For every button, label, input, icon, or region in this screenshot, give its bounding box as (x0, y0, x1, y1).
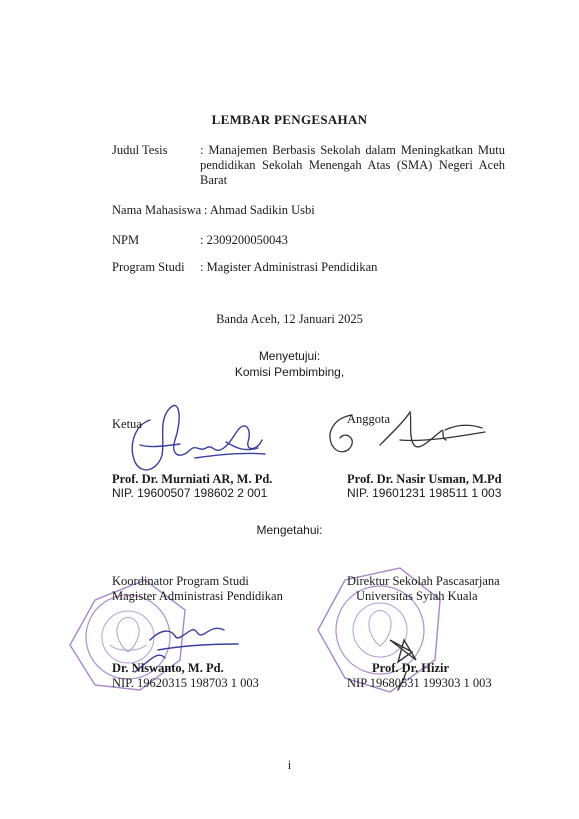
page-title: LEMBAR PENGESAHAN (211, 112, 368, 127)
name-anggota: Prof. Dr. Nasir Usman, M.Pd (347, 472, 502, 486)
field-value-prodi: : Magister Administrasi Pendidikan (200, 260, 378, 274)
field-label-judul: Judul Tesis (112, 143, 168, 157)
official-right-title-2: Universitas Syiah Kuala (356, 589, 478, 603)
nip-anggota: NIP. 19601231 198511 1 003 (347, 486, 502, 500)
approval-line-2: Komisi Pembimbing, (234, 365, 345, 379)
field-value-npm: : 2309200050043 (200, 233, 288, 247)
page-number: i (287, 758, 292, 772)
nip-ketua: NIP. 19600507 198602 2 001 (112, 486, 268, 500)
name-ketua: Prof. Dr. Murniati AR, M. Pd. (112, 472, 273, 486)
field-label-prodi: Program Studi (112, 260, 185, 274)
place-date: Banda Aceh, 12 Januari 2025 (216, 312, 363, 326)
official-right-nip: NIP 19680531 199303 1 003 (347, 676, 492, 690)
official-left-title-1: Koordinator Program Studi (112, 574, 249, 588)
role-anggota: Anggota (347, 412, 391, 426)
field-value-nama: : Ahmad Sadikin Usbi (204, 203, 315, 217)
signature-ketua (132, 406, 265, 470)
field-label-npm: NPM (112, 233, 140, 247)
approval-line-1: Menyetujui: (258, 349, 321, 363)
field-label-nama: Nama Mahasiswa (112, 203, 202, 217)
official-right-name: Prof. Dr. Hizir (372, 661, 450, 675)
official-right-title-1: Direktur Sekolah Pascasarjana (347, 574, 500, 588)
official-left-title-2: Magister Administrasi Pendidikan (112, 589, 283, 603)
official-left-name: Dr. Niswanto, M. Pd. (112, 661, 224, 675)
official-left-nip: NIP. 19620315 198703 1 003 (112, 676, 259, 690)
role-ketua: Ketua (112, 417, 142, 431)
acknowledged-label: Mengetahui: (256, 523, 323, 537)
field-value-judul: : Manajemen Berbasis Sekolah dalam Meningkatkan Mutu pendidikan Sekolah Menengah Atas (SMA) Negeri Aceh Barat (200, 143, 505, 187)
